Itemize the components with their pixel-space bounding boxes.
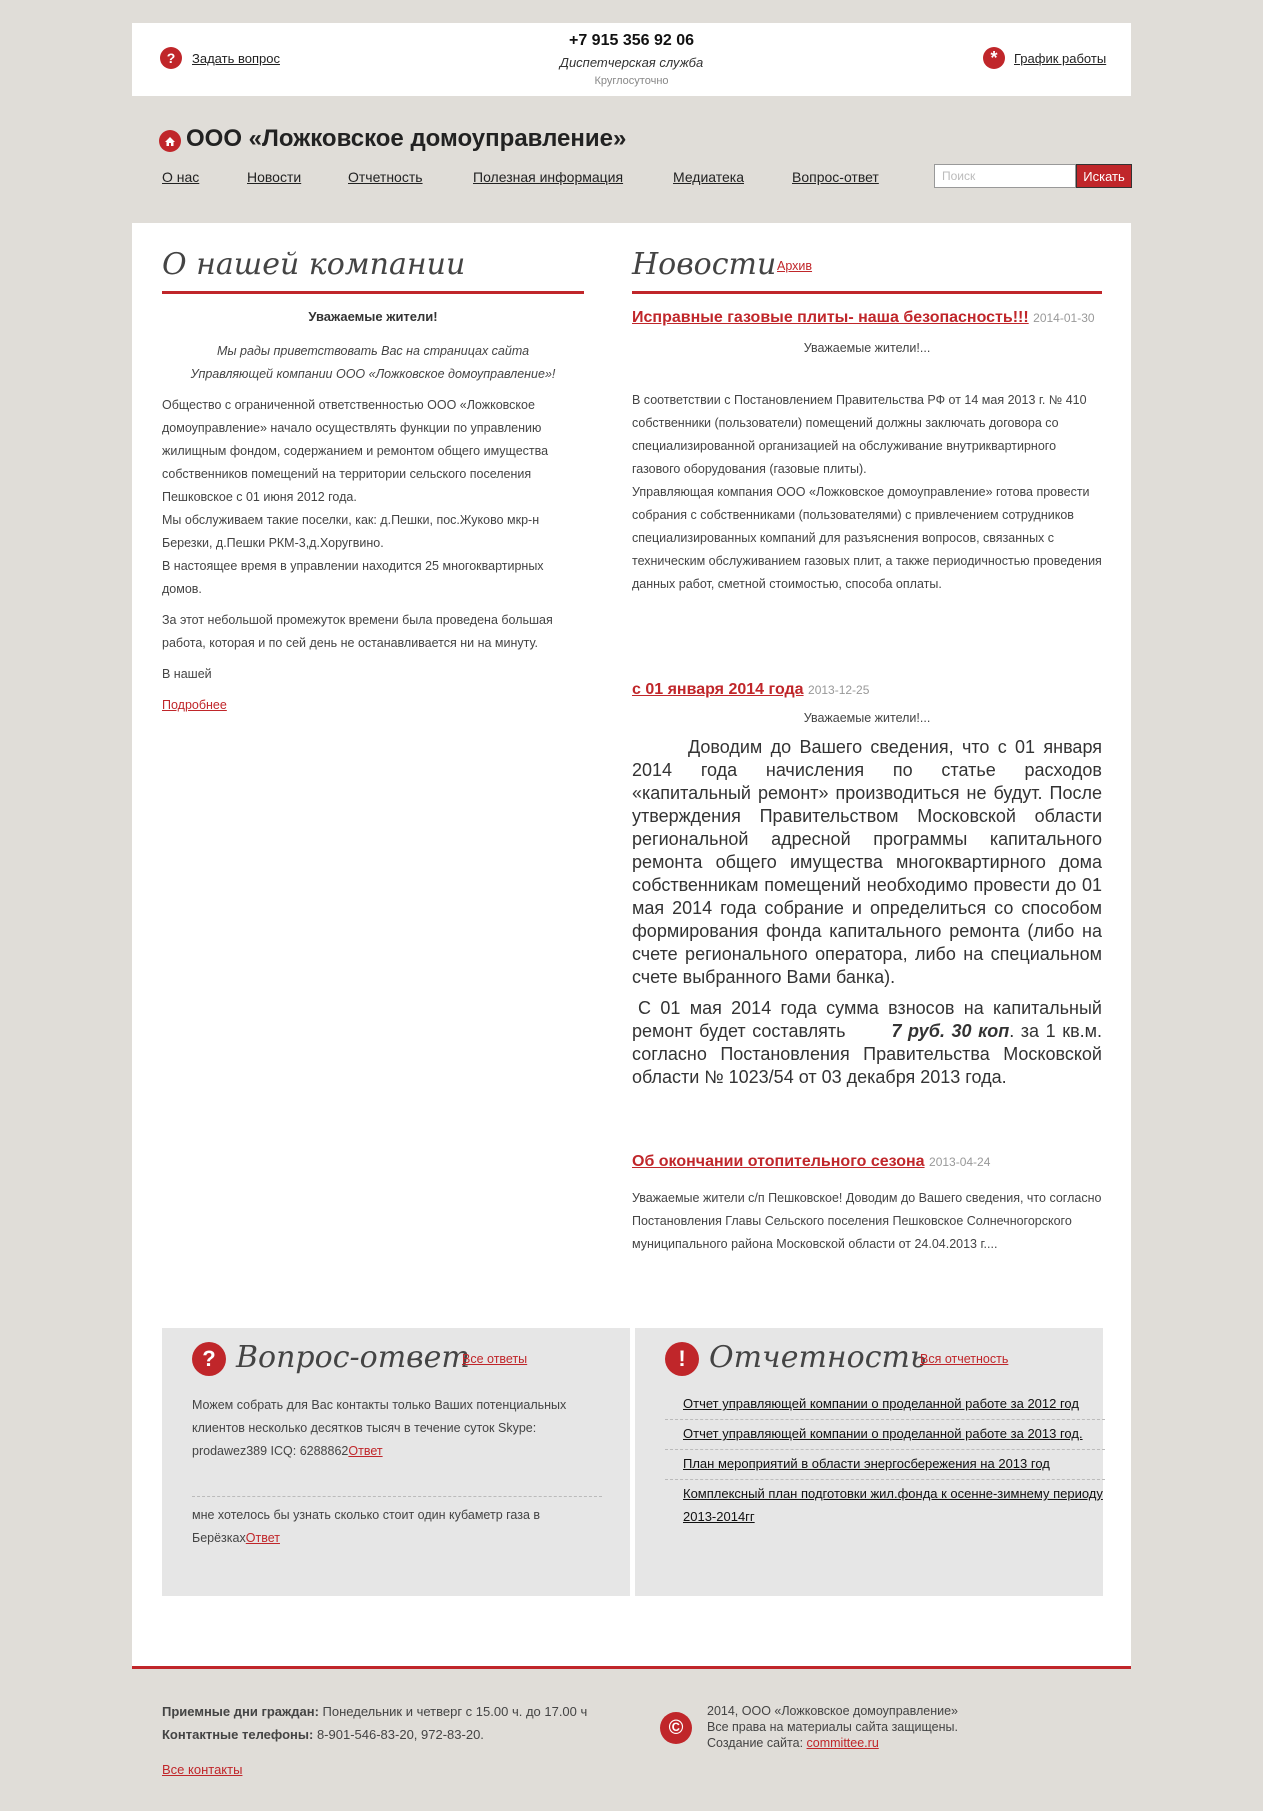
qa-question-2: мне хотелось бы узнать сколько стоит один кубаметр газа в Берёзках bbox=[192, 1508, 541, 1545]
nav-useful-info[interactable]: Полезная информация bbox=[473, 169, 624, 185]
qa-item bbox=[192, 1504, 602, 1550]
search-button[interactable]: Искать bbox=[1076, 164, 1132, 188]
news-title-2[interactable]: с 01 января 2014 года bbox=[632, 681, 804, 698]
home-icon[interactable] bbox=[159, 130, 181, 152]
top-bar bbox=[132, 23, 1131, 96]
footer-contacts bbox=[162, 1700, 587, 1781]
reports-box bbox=[635, 1328, 1103, 1596]
reception-value: Понедельник и четверг с 15.00 ч. до 17.00 ч bbox=[318, 1704, 588, 1719]
reports-heading: Отчетность bbox=[709, 1340, 927, 1375]
about-paragraph-3: В настоящее время в управлении находится 25 многоквартирных домов. bbox=[162, 559, 544, 596]
report-link[interactable]: Отчет управляющей компании о проделанной работе за 2012 год bbox=[665, 1390, 1105, 1420]
nav-reports[interactable]: Отчетность bbox=[348, 169, 423, 185]
copyright-line-1: 2014, ООО «Ложковское домоуправление» bbox=[707, 1704, 958, 1718]
footer-divider bbox=[132, 1666, 1131, 1669]
about-paragraph-5: В нашей bbox=[162, 667, 212, 681]
exclamation-icon: ! bbox=[665, 1342, 699, 1376]
news-body-2b bbox=[632, 997, 1102, 1089]
all-contacts-link[interactable]: Все контакты bbox=[162, 1762, 243, 1777]
news-body-2a: Доводим до Вашего сведения, что с 01 января 2014 года начисления по статье расходов «капитальный ремонт» производиться не будут. После утверждения Правительством Московской области региональной адресной программы капитального ремонта общего имущества многоквартирного дома собственникам помещений необходимо провести до 01 мая 2014 года собрание и определиться со способом формирования фонда капитального ремонта (либо на счете регионального оператора, либо на специальном счете выбранного Вами банка). bbox=[632, 737, 1102, 987]
news-item bbox=[632, 309, 1102, 596]
phone-number: +7 915 356 92 06 bbox=[568, 32, 694, 49]
reception-label: Приемные дни граждан: bbox=[162, 1704, 319, 1719]
about-text-block bbox=[162, 305, 584, 717]
reports-all-link[interactable]: Вся отчетность bbox=[920, 1352, 1009, 1366]
news-body-1a: В соответствии с Постановлением Правительства РФ от 14 мая 2013 г. № 410 собственники (пользователи) помещений должны заключать договора со специализированной организацией на обслуживание внутриквартирного газового оборудования (газовые плиты). bbox=[632, 393, 1087, 476]
about-paragraph-1: Общество с ограниченной ответственностью ООО «Ложковское домоуправление» начало осуществлять функции по управлению жилищным фондом, содержанием и ремонтом общего имущества собственников помещений на территории сельского поселения Пешковское с 01 июня 2012 года. bbox=[162, 398, 549, 504]
qa-answer-link-1[interactable]: Ответ bbox=[348, 1444, 383, 1458]
news-date-3: 2013-04-24 bbox=[929, 1155, 991, 1169]
news-intro-1: Уважаемые жители!... bbox=[803, 341, 931, 355]
ask-question-link[interactable]: Задать вопрос bbox=[192, 51, 280, 66]
qa-answer-link-2[interactable]: Ответ bbox=[245, 1531, 280, 1545]
main-content bbox=[132, 223, 1131, 1668]
news-date-2: 2013-12-25 bbox=[808, 683, 870, 697]
qa-heading: Вопрос-ответ bbox=[236, 1340, 470, 1375]
news-title-3[interactable]: Об окончании отопительного сезона bbox=[632, 1153, 925, 1170]
copyright-line-2: Все права на материалы сайта защищены. bbox=[707, 1720, 958, 1734]
news-intro-2: Уважаемые жители!... bbox=[803, 711, 931, 725]
question-icon: ? bbox=[192, 1342, 226, 1376]
phones-value: 8-901-546-83-20, 972-83-20. bbox=[313, 1727, 484, 1742]
phones-label: Контактные телефоны: bbox=[162, 1727, 314, 1742]
qa-separator bbox=[192, 1496, 602, 1497]
reports-list bbox=[665, 1390, 1105, 1532]
around-the-clock-label: Круглосуточно bbox=[594, 75, 669, 87]
about-divider bbox=[162, 291, 584, 294]
about-welcome-line-2: Управляющей компании ООО «Ложковское домоуправление»! bbox=[190, 367, 556, 381]
news-divider bbox=[632, 291, 1102, 294]
copyright-icon: © bbox=[660, 1712, 692, 1744]
report-link[interactable]: Комплексный план подготовки жил.фонда к осенне-зимнему периоду 2013-2014гг bbox=[683, 1486, 1103, 1524]
qa-all-link[interactable]: Все ответы bbox=[462, 1352, 528, 1366]
news-body-1b: Управляющая компания ООО «Ложковское домоуправление» готова провести собрания с собственниками (пользователями) с привлечением сотрудников специализированных компаний для разъяснения вопросов, связанных с техническим обслуживанием газовых плит, а также периодичностью проведения данных работ, сметной стоимостью, способа оплаты. bbox=[632, 485, 1102, 591]
news-body-2b-rest: . за 1 кв.м. согласно Постановления Правительства Московской области № 1023/54 от 03 декабря 2013 года. bbox=[632, 1021, 1103, 1087]
news-title-1[interactable]: Исправные газовые плиты- наша безопасность!!! bbox=[632, 309, 1029, 326]
about-welcome-line-1: Мы рады приветствовать Вас на страницах сайта bbox=[216, 344, 530, 358]
about-more-link[interactable]: Подробнее bbox=[162, 698, 227, 712]
nav-media[interactable]: Медиатека bbox=[673, 169, 745, 185]
nav-qa[interactable]: Вопрос-ответ bbox=[792, 169, 879, 185]
news-heading: Новости bbox=[632, 247, 777, 282]
search-input[interactable]: Поиск bbox=[934, 164, 1076, 188]
about-paragraph-2: Мы обслуживаем такие поселки, как: д.Пешки, пос.Жуково мкр-н Березки, д.Пешки РКМ-3,д.Хоругвино. bbox=[162, 513, 540, 550]
news-intro-3: Уважаемые жители с/п Пешковское! Доводим до Вашего сведения, что согласно Постановления Главы Сельского поселения Пешковское Солнечногорского муниципального района Московской области от 24.04.2013 г.... bbox=[632, 1191, 1102, 1251]
report-link[interactable]: План мероприятий в области энергосбережения на 2013 год bbox=[665, 1450, 1105, 1480]
asterisk-icon: * bbox=[983, 47, 1005, 69]
company-title: ООО «Ложковское домоуправление» bbox=[186, 125, 627, 152]
news-body-2b-amount: 7 руб. 30 коп bbox=[891, 1021, 1010, 1041]
news-archive-link[interactable]: Архив bbox=[777, 259, 813, 273]
nav-about[interactable]: О нас bbox=[162, 169, 200, 185]
news-item bbox=[632, 1153, 1102, 1256]
site-creator-link[interactable]: committee.ru bbox=[806, 1736, 879, 1750]
news-item bbox=[632, 681, 1102, 1089]
created-label: Создание сайта: bbox=[707, 1736, 804, 1750]
about-heading: О нашей компании bbox=[162, 247, 466, 282]
about-greeting: Уважаемые жители! bbox=[308, 309, 438, 324]
about-paragraph-4: За этот небольшой промежуток времени была проведена большая работа, которая и по сей день не останавливается ни на минуту. bbox=[162, 613, 553, 650]
dispatch-label: Диспетчерская служба bbox=[559, 55, 704, 70]
nav-news[interactable]: Новости bbox=[247, 169, 302, 185]
schedule-link[interactable]: График работы bbox=[1014, 51, 1107, 66]
qa-question-1: Можем собрать для Вас контакты только Ваших потенциальных клиентов несколько десятков тысяч в течение суток Skype: prodawez389 ICQ: 6288862 bbox=[192, 1398, 567, 1458]
qa-box bbox=[162, 1328, 630, 1596]
news-date-1: 2014-01-30 bbox=[1033, 311, 1095, 325]
news-body-2b-text: С 01 мая 2014 года сумма взносов на капитальный ремонт будет составлять bbox=[632, 998, 1102, 1041]
report-link[interactable]: Отчет управляющей компании о проделанной работе за 2013 год. bbox=[665, 1420, 1105, 1450]
footer-copyright bbox=[707, 1703, 958, 1751]
qa-item bbox=[192, 1394, 602, 1463]
question-icon: ? bbox=[160, 47, 182, 69]
